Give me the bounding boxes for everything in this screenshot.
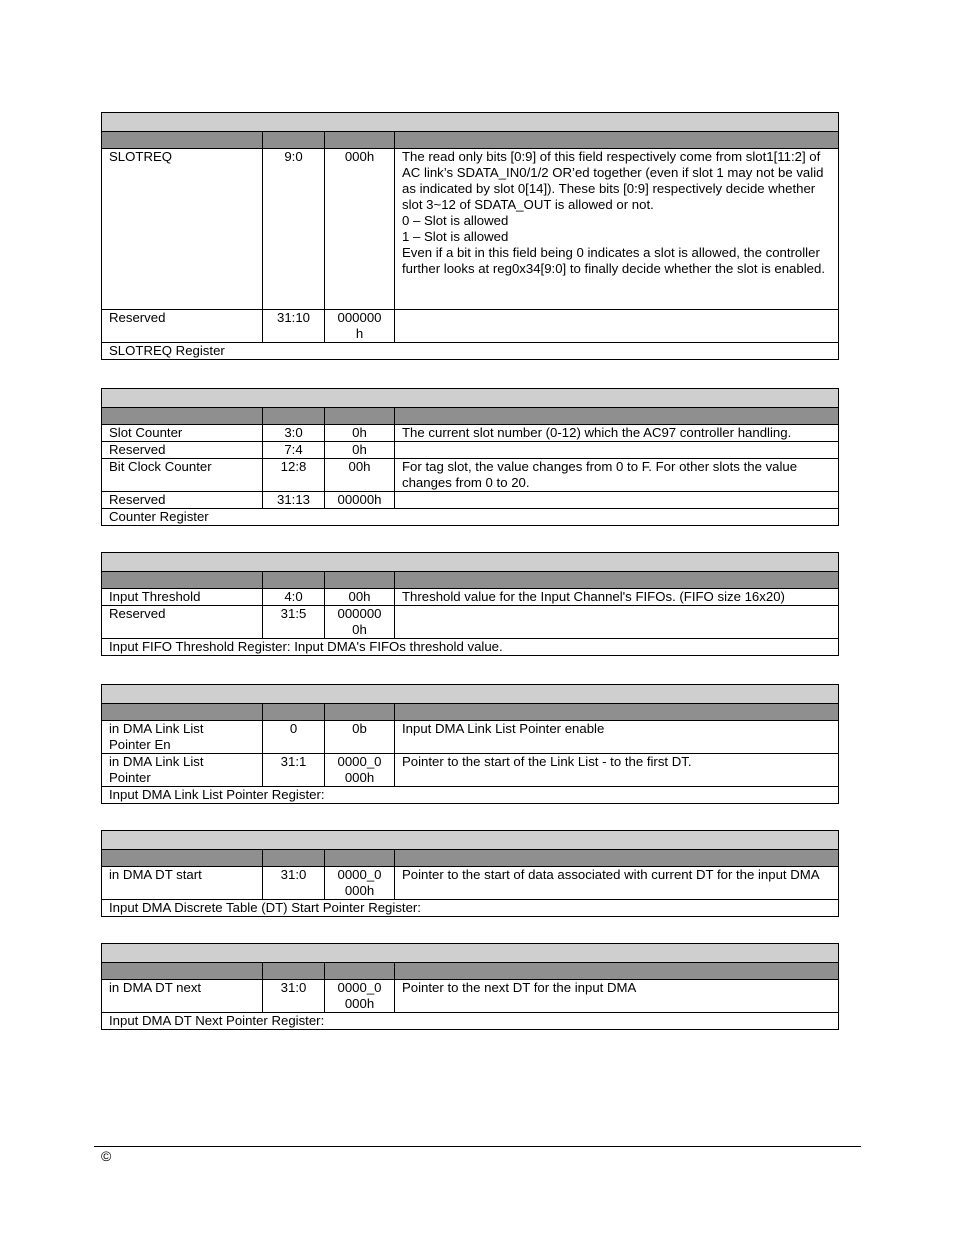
bits-cell: 31:0 (263, 867, 325, 900)
table-title-bar (102, 944, 839, 963)
table-header-row (102, 132, 839, 149)
reset-value-cell: 0b (325, 721, 395, 754)
table-row (102, 149, 839, 310)
bits-cell: 7:4 (263, 442, 325, 459)
table-row (102, 606, 839, 639)
reset-value-cell: 000000 h (325, 310, 395, 343)
bits-cell: 31:13 (263, 492, 325, 509)
field-name-cell: in DMA Link List Pointer (102, 754, 263, 787)
table-title-bar (102, 831, 839, 850)
description-cell: The read only bits [0:9] of this field respectively come from slot1[11:2] of AC link’s SDATA_IN0/1/2 OR’ed together (even if slot 1 may not be valid as indicated by slot 0[14]). These bits [0:9] respectively decide whether slot 3~12 of SDATA_OUT is allowed or not. 0 – Slot is allowed 1 – Slot is allowed Even if a bit in this field being 0 indicates a slot is allowed, the controller further looks at reg0x34[9:0] to finally decide whether the slot is enabled. (395, 149, 839, 310)
bits-cell: 4:0 (263, 589, 325, 606)
field-name-cell: Reserved (102, 442, 263, 459)
table-row (102, 459, 839, 492)
bits-cell: 31:10 (263, 310, 325, 343)
table-title-bar (102, 389, 839, 408)
description-cell (395, 492, 839, 509)
field-name-cell: Input Threshold (102, 589, 263, 606)
table-row (102, 589, 839, 606)
bits-cell: 31:1 (263, 754, 325, 787)
table-caption: Input DMA Link List Pointer Register: (102, 787, 839, 804)
table-header-row (102, 572, 839, 589)
table-row (102, 867, 839, 900)
reset-value-cell: 00000h (325, 492, 395, 509)
field-name-cell: Slot Counter (102, 425, 263, 442)
table-row (102, 425, 839, 442)
description-cell (395, 606, 839, 639)
reset-value-cell: 0h (325, 442, 395, 459)
register-table (101, 943, 839, 1030)
reset-value-cell: 0h (325, 425, 395, 442)
description-cell (395, 310, 839, 343)
field-name-cell: in DMA DT start (102, 867, 263, 900)
field-name-cell: Bit Clock Counter (102, 459, 263, 492)
table-row (102, 310, 839, 343)
table-header-row (102, 704, 839, 721)
table-header-row (102, 963, 839, 980)
table-title-bar (102, 113, 839, 132)
description-cell: Threshold value for the Input Channel's FIFOs. (FIFO size 16x20) (395, 589, 839, 606)
register-table (101, 830, 839, 917)
reset-value-cell: 000000 0h (325, 606, 395, 639)
table-header-row (102, 850, 839, 867)
bits-cell: 31:5 (263, 606, 325, 639)
table-row (102, 754, 839, 787)
table-row (102, 442, 839, 459)
description-cell: For tag slot, the value changes from 0 to F. For other slots the value changes from 0 to 20. (395, 459, 839, 492)
description-cell: Pointer to the start of data associated with current DT for the input DMA (395, 867, 839, 900)
bits-cell: 9:0 (263, 149, 325, 310)
description-cell (395, 442, 839, 459)
field-name-cell: in DMA Link List Pointer En (102, 721, 263, 754)
table-caption: Input DMA DT Next Pointer Register: (102, 1013, 839, 1030)
field-name-cell: Reserved (102, 606, 263, 639)
table-row (102, 721, 839, 754)
register-table (101, 388, 839, 526)
table-row (102, 980, 839, 1013)
table-caption: Input DMA Discrete Table (DT) Start Pointer Register: (102, 900, 839, 917)
reset-value-cell: 00h (325, 589, 395, 606)
bits-cell: 0 (263, 721, 325, 754)
field-name-cell: Reserved (102, 492, 263, 509)
register-table (101, 684, 839, 804)
bits-cell: 3:0 (263, 425, 325, 442)
description-cell: Input DMA Link List Pointer enable (395, 721, 839, 754)
table-row (102, 492, 839, 509)
field-name-cell: in DMA DT next (102, 980, 263, 1013)
table-caption: SLOTREQ Register (102, 343, 839, 360)
reset-value-cell: 000h (325, 149, 395, 310)
reset-value-cell: 0000_0 000h (325, 980, 395, 1013)
register-table (101, 112, 839, 360)
field-name-cell: Reserved (102, 310, 263, 343)
reset-value-cell: 00h (325, 459, 395, 492)
table-title-bar (102, 685, 839, 704)
table-caption: Input FIFO Threshold Register: Input DMA's FIFOs threshold value. (102, 639, 839, 656)
table-header-row (102, 408, 839, 425)
description-cell: Pointer to the next DT for the input DMA (395, 980, 839, 1013)
copyright-text: © (101, 1148, 112, 1164)
description-cell: Pointer to the start of the Link List - to the first DT. (395, 754, 839, 787)
register-table (101, 552, 839, 656)
reset-value-cell: 0000_0 000h (325, 754, 395, 787)
reset-value-cell: 0000_0 000h (325, 867, 395, 900)
bits-cell: 31:0 (263, 980, 325, 1013)
table-caption: Counter Register (102, 509, 839, 526)
description-cell: The current slot number (0-12) which the AC97 controller handling. (395, 425, 839, 442)
field-name-cell: SLOTREQ (102, 149, 263, 310)
bits-cell: 12:8 (263, 459, 325, 492)
footer-divider (94, 1146, 861, 1147)
table-title-bar (102, 553, 839, 572)
